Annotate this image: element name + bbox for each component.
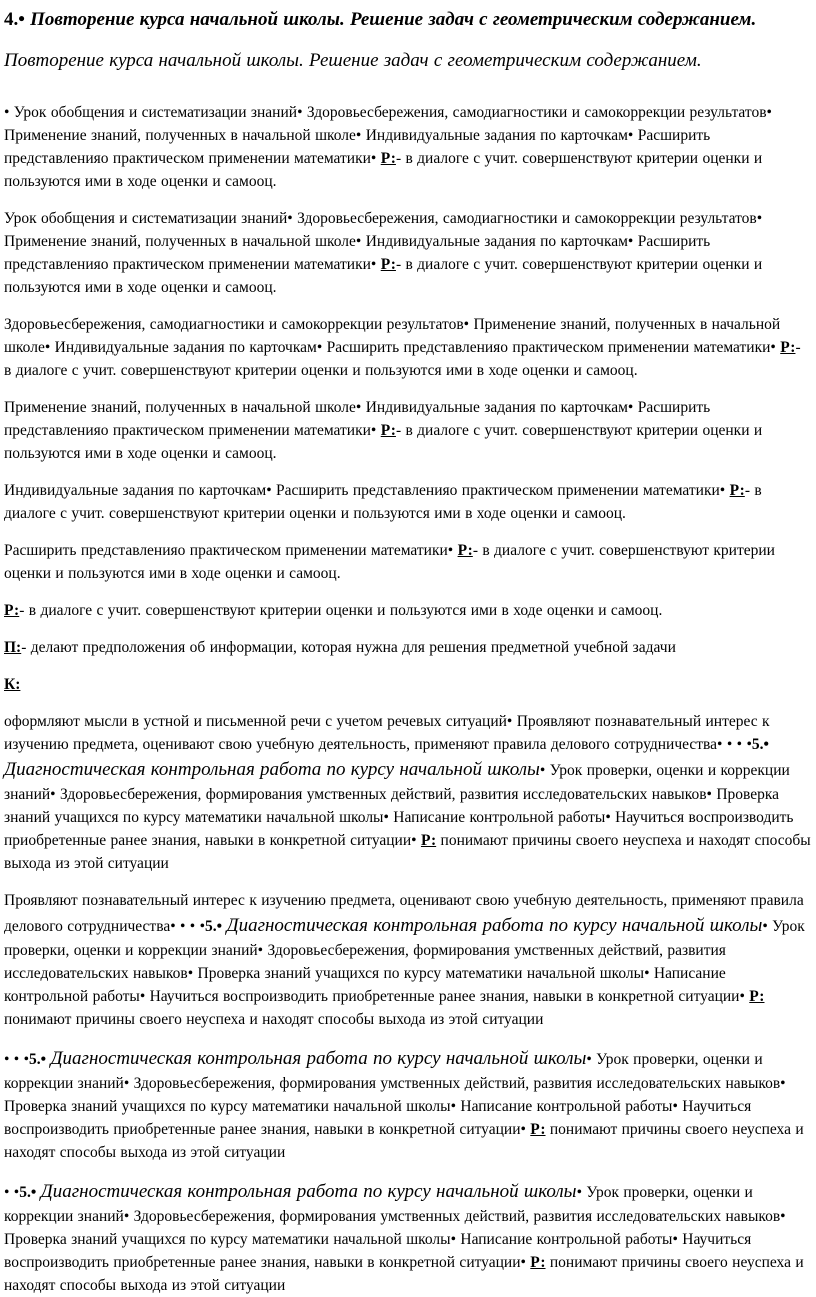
text-run: оформляют мысли в устной и письменной речи с учетом речевых ситуаций• Проявляют познавательный интерес к изучению предмета, оценивают свою учебную деятельность, применяют правила делового сотрудничества• • • •	[4, 713, 770, 753]
text-run: Повторение курса начальной школы. Решение задач с геометрическим содержанием.	[4, 50, 702, 71]
text-run: - в диалоге с учит. совершенствуют критерии оценки и пользуются ими в ходе оценки и самооц.	[4, 542, 775, 582]
key-marker-text: Р:	[420, 832, 437, 849]
key-marker-text: Р:	[380, 150, 396, 167]
text-run: - в диалоге с учит. совершенствуют критерии оценки и пользуются ими в ходе оценки и самооц.	[4, 482, 762, 522]
paragraph-5	[4, 479, 811, 525]
text-run: Повторение курса начальной школы. Решение задач с геометрическим содержанием.	[30, 9, 757, 30]
key-marker-text: Р:	[380, 256, 396, 273]
paragraph-3	[4, 313, 811, 382]
key-marker-text: Р:	[530, 1254, 546, 1271]
text-run: понимают причины своего неуспеха и находят способы выхода из этой ситуации	[4, 1254, 804, 1294]
paragraph-8	[4, 636, 811, 659]
text-run: 5.•	[29, 1051, 47, 1068]
key-marker-text: Р:	[380, 422, 396, 439]
text-run: - делают предположения об информации, которая нужна для решения предметной учебной задачи	[21, 639, 676, 656]
text-run: понимают причины своего неуспеха и находят способы выхода из этой ситуации	[4, 832, 811, 872]
inline-topic-title: Диагностическая контрольная работа по курсу начальной школы	[4, 759, 540, 780]
text-run: Здоровьесбережения, самодиагностики и самокоррекции результатов• Применение знаний, полученных в начальной школе• Индивидуальные задания по карточкам• Расширить представленияо практическом применении математики•	[4, 316, 781, 356]
text-run: - в диалоге с учит. совершенствуют критерии оценки и пользуются ими в ходе оценки и самооц.	[4, 422, 763, 462]
key-marker-text: Р:	[4, 602, 20, 619]
paragraph-13	[4, 1178, 811, 1297]
text-run: • •	[4, 1184, 20, 1201]
key-marker-text: К:	[4, 676, 21, 693]
key-marker-text: П:	[4, 639, 22, 656]
inline-topic-title: Диагностическая контрольная работа по курсу начальной школы	[226, 915, 763, 936]
text-run: - в диалоге с учит. совершенствуют критерии оценки и пользуются ими в ходе оценки и самооц.	[19, 602, 663, 619]
text-run: • Урок проверки, оценки и коррекции знаний• Здоровьесбережения, формирования умственных действий, развития исследовательских навыков• Проверка знаний учащихся по курсу математики начальной школы• Написание контрольной работы• Научиться воспроизводить приобретенные ранее знания, навыки в конкретной ситуации•	[4, 762, 794, 849]
key-marker-text: Р:	[780, 339, 796, 356]
text-run: • • •	[4, 1051, 30, 1068]
paragraph-6	[4, 539, 811, 585]
text-run: Проявляют познавательный интерес к изучению предмета, оценивают свою учебную деятельность, применяют правила делового сотрудничества• • • •	[4, 892, 804, 935]
heading-line-2	[4, 47, 811, 74]
key-marker-text: Р:	[749, 988, 765, 1005]
text-run: • Урок обобщения и систематизации знаний• Здоровьесбережения, самодиагностики и самокоррекции результатов• Применение знаний, полученных в начальной школе• Индивидуальные задания по карточкам• Расширить представленияо практическом применении математики•	[4, 104, 772, 167]
text-run: понимают причины своего неуспеха и находят способы выхода из этой ситуации	[4, 1011, 544, 1028]
inline-topic-title: Диагностическая контрольная работа по курсу начальной школы	[40, 1181, 577, 1202]
paragraph-12	[4, 1045, 811, 1164]
heading-line-1	[4, 6, 811, 33]
text-run: 5.•	[19, 1184, 37, 1201]
key-marker-text: Р:	[530, 1121, 546, 1138]
paragraph-10	[4, 710, 811, 875]
text-run: - в диалоге с учит. совершенствуют критерии оценки и пользуются ими в ходе оценки и самооц.	[4, 150, 763, 190]
document-body	[4, 6, 811, 1297]
text-run: 5.•	[751, 736, 769, 753]
paragraph-11	[4, 889, 811, 1031]
paragraph-1	[4, 101, 811, 193]
text-run: 5.•	[205, 918, 223, 935]
text-run: • Урок проверки, оценки и коррекции знаний• Здоровьесбережения, формирования умственных действий, развития исследовательских навыков• Проверка знаний учащихся по курсу математики начальной школы• Написание контрольной работы• Научиться воспроизводить приобретенные ранее знания, навыки в конкретной ситуации•	[4, 1051, 786, 1138]
text-run: - в диалоге с учит. совершенствуют критерии оценки и пользуются ими в ходе оценки и самооц.	[4, 256, 763, 296]
text-run: • Урок проверки, оценки и коррекции знаний• Здоровьесбережения, формирования умственных действий, развития исследовательских навыков• Проверка знаний учащихся по курсу математики начальной школы• Написание контрольной работы• Научиться воспроизводить приобретенные ранее знания, навыки в конкретной ситуации•	[4, 1184, 786, 1271]
key-marker-text: Р:	[729, 482, 745, 499]
paragraph-4	[4, 396, 811, 465]
key-marker-text: Р:	[457, 542, 473, 559]
inline-topic-title: Диагностическая контрольная работа по курсу начальной школы	[50, 1048, 587, 1069]
text-run: Применение знаний, полученных в начальной школе• Индивидуальные задания по карточкам• Расширить представленияо практическом применении математики•	[4, 399, 711, 439]
paragraph-9	[4, 673, 811, 696]
paragraph-2	[4, 207, 811, 299]
text-run: Индивидуальные задания по карточкам• Расширить представленияо практическом применении математики•	[4, 482, 730, 499]
text-run: Урок обобщения и систематизации знаний• Здоровьесбережения, самодиагностики и самокоррекции результатов• Применение знаний, полученных в начальной школе• Индивидуальные задания по карточкам• Расширить представленияо практическом применении математики•	[4, 210, 763, 273]
text-run: • Урок проверки, оценки и коррекции знаний• Здоровьесбережения, формирования умственных действий, развития исследовательских навыков• Проверка знаний учащихся по курсу математики начальной школы• Написание контрольной работы• Научиться воспроизводить приобретенные ранее знания, навыки в конкретной ситуации•	[4, 918, 805, 1005]
paragraph-7	[4, 599, 811, 622]
text-run: - в диалоге с учит. совершенствуют критерии оценки и пользуются ими в ходе оценки и самооц.	[4, 339, 801, 379]
text-run: Расширить представленияо практическом применении математики•	[4, 542, 458, 559]
text-run: 4.•	[4, 9, 31, 30]
text-run: понимают причины своего неуспеха и находят способы выхода из этой ситуации	[4, 1121, 804, 1161]
